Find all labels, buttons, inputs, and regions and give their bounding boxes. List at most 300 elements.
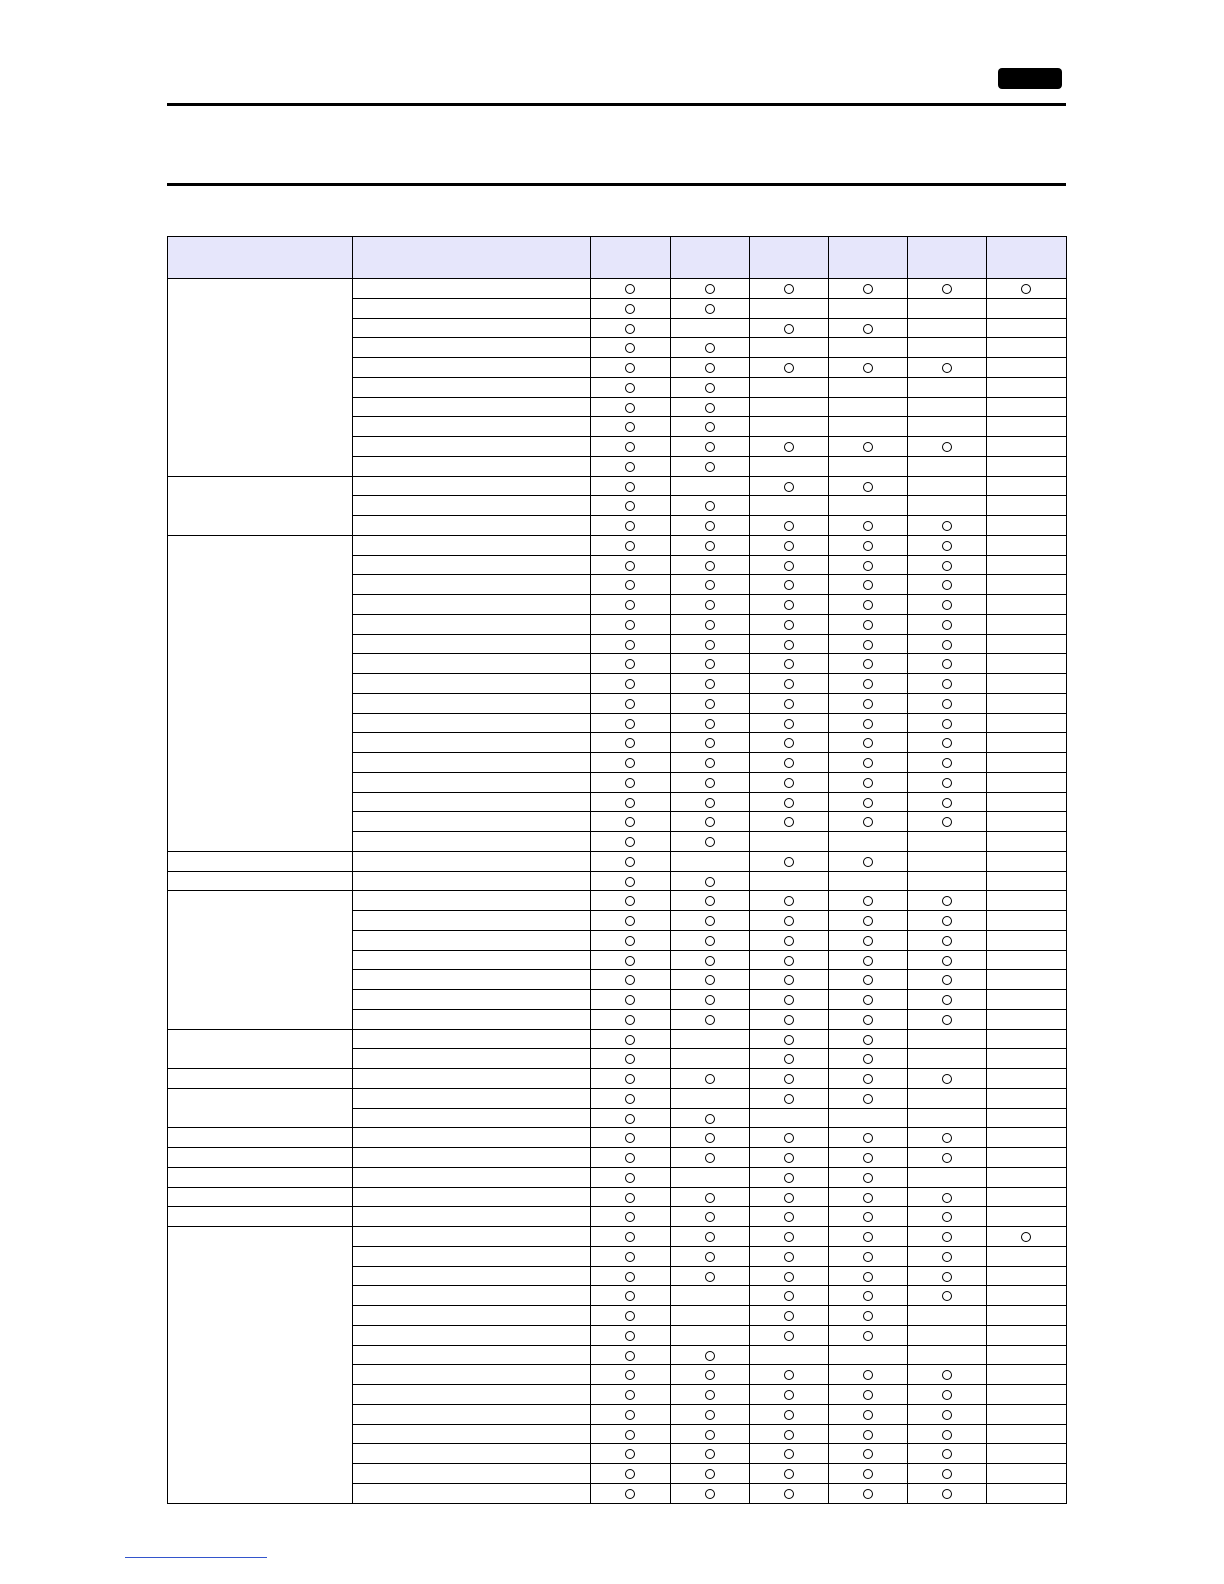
supported-circle-icon [863,1074,873,1084]
supported-circle-icon [625,1173,635,1183]
support-cell [986,1404,1066,1424]
support-cell [828,476,907,496]
supported-circle-icon [625,304,635,314]
supported-circle-icon [863,1430,873,1440]
support-cell [591,1009,670,1029]
support-cell [749,555,828,575]
item-cell [353,614,591,634]
support-cell [749,871,828,891]
support-cell [591,298,670,318]
support-cell [670,1246,749,1266]
support-cell [828,713,907,733]
support-cell [749,1069,828,1089]
supported-circle-icon [942,442,952,452]
supported-circle-icon [784,699,794,709]
support-cell [907,1444,986,1464]
supported-circle-icon [625,916,635,926]
support-cell [670,812,749,832]
support-cell [907,318,986,338]
support-cell [907,1286,986,1306]
support-cell [749,891,828,911]
column-header [749,237,828,279]
item-cell [353,377,591,397]
support-cell [591,911,670,931]
support-cell [828,377,907,397]
support-cell [670,1069,749,1089]
support-cell [986,1365,1066,1385]
item-cell [353,1444,591,1464]
supported-circle-icon [942,620,952,630]
support-cell [591,575,670,595]
supported-circle-icon [705,1074,715,1084]
supported-circle-icon [625,1272,635,1282]
support-cell [828,832,907,852]
supported-circle-icon [942,1252,952,1262]
supported-circle-icon [863,956,873,966]
supported-circle-icon [625,936,635,946]
support-cell [591,1088,670,1108]
support-cell [749,377,828,397]
support-cell [591,950,670,970]
supported-circle-icon [625,482,635,492]
support-cell [591,456,670,476]
support-cell [986,279,1066,299]
support-cell [986,1424,1066,1444]
table-row [168,891,1067,911]
support-cell [670,456,749,476]
item-cell [353,1088,591,1108]
supported-circle-icon [784,600,794,610]
support-cell [907,1088,986,1108]
support-cell [591,1345,670,1365]
supported-circle-icon [625,1015,635,1025]
supported-circle-icon [863,284,873,294]
support-cell [907,1325,986,1345]
supported-circle-icon [705,383,715,393]
support-cell [828,535,907,555]
support-cell [591,654,670,674]
supported-circle-icon [705,975,715,985]
item-cell [353,575,591,595]
support-cell [591,970,670,990]
support-cell [670,437,749,457]
supported-circle-icon [863,1212,873,1222]
supported-circle-icon [863,324,873,334]
supported-circle-icon [705,1272,715,1282]
supported-circle-icon [863,1410,873,1420]
supported-circle-icon [705,304,715,314]
support-cell [986,1246,1066,1266]
supported-circle-icon [942,640,952,650]
supported-circle-icon [625,995,635,1005]
support-cell [749,792,828,812]
support-cell [828,1385,907,1405]
supported-circle-icon [625,1193,635,1203]
support-cell [591,851,670,871]
supported-circle-icon [784,580,794,590]
supported-circle-icon [784,1410,794,1420]
support-cell [670,772,749,792]
supported-circle-icon [942,1015,952,1025]
support-cell [986,476,1066,496]
supported-circle-icon [784,1272,794,1282]
supported-circle-icon [625,363,635,373]
supported-circle-icon [863,1469,873,1479]
support-cell [986,832,1066,852]
supported-circle-icon [784,956,794,966]
support-cell [907,377,986,397]
support-cell [749,634,828,654]
table-header-row [168,237,1067,279]
supported-circle-icon [863,1015,873,1025]
support-cell [828,358,907,378]
item-cell [353,812,591,832]
supported-circle-icon [784,521,794,531]
support-cell [907,713,986,733]
support-cell [907,1049,986,1069]
item-cell [353,792,591,812]
support-cell [986,1444,1066,1464]
supported-circle-icon [942,798,952,808]
support-cell [591,476,670,496]
support-cell [828,298,907,318]
support-cell [986,456,1066,476]
supported-circle-icon [705,640,715,650]
support-cell [986,555,1066,575]
support-cell [591,516,670,536]
support-cell [591,1246,670,1266]
supported-circle-icon [705,422,715,432]
support-cell [907,812,986,832]
support-cell [907,634,986,654]
support-cell [670,1404,749,1424]
supported-circle-icon [784,561,794,571]
supported-circle-icon [863,1193,873,1203]
support-cell [907,1424,986,1444]
table-row [168,1167,1067,1187]
support-cell [986,891,1066,911]
supported-circle-icon [784,1074,794,1084]
supported-circle-icon [863,620,873,630]
supported-circle-icon [942,1232,952,1242]
supported-circle-icon [784,1054,794,1064]
support-cell [828,1365,907,1385]
support-cell [749,1207,828,1227]
support-cell [670,377,749,397]
support-cell [828,1207,907,1227]
supported-circle-icon [625,1291,635,1301]
supported-circle-icon [863,1311,873,1321]
support-cell [986,871,1066,891]
item-cell [353,1009,591,1029]
supported-circle-icon [784,1430,794,1440]
supported-circle-icon [784,1173,794,1183]
support-cell [907,1365,986,1385]
supported-circle-icon [784,541,794,551]
support-cell [907,1128,986,1148]
supported-circle-icon [705,916,715,926]
support-cell [907,1306,986,1326]
supported-circle-icon [705,877,715,887]
supported-circle-icon [942,817,952,827]
supported-circle-icon [784,1370,794,1380]
support-cell [828,1404,907,1424]
support-cell [670,535,749,555]
support-cell [749,614,828,634]
support-cell [907,733,986,753]
supported-circle-icon [942,995,952,1005]
supported-circle-icon [625,343,635,353]
support-cell [828,595,907,615]
support-cell [749,713,828,733]
column-header [353,237,591,279]
supported-circle-icon [705,1449,715,1459]
supported-circle-icon [705,837,715,847]
column-header [168,237,353,279]
support-cell [670,358,749,378]
support-cell [591,634,670,654]
supported-circle-icon [705,896,715,906]
support-cell [828,1464,907,1484]
item-cell [353,1049,591,1069]
support-cell [828,1444,907,1464]
support-cell [749,851,828,871]
supported-circle-icon [705,462,715,472]
supported-circle-icon [942,1390,952,1400]
support-cell [670,871,749,891]
support-cell [828,1325,907,1345]
supported-circle-icon [705,521,715,531]
support-cell [907,279,986,299]
support-cell [986,1108,1066,1128]
support-cell [670,1483,749,1503]
supported-circle-icon [784,324,794,334]
supported-circle-icon [705,719,715,729]
table-row [168,871,1067,891]
support-cell [749,1227,828,1247]
supported-circle-icon [705,620,715,630]
support-cell [986,437,1066,457]
supported-circle-icon [942,1489,952,1499]
item-cell [353,1167,591,1187]
supported-circle-icon [625,541,635,551]
table-row [168,1227,1067,1247]
supported-circle-icon [625,580,635,590]
support-cell [591,1266,670,1286]
support-cell [828,1128,907,1148]
support-cell [828,1148,907,1168]
header-rule [167,103,1066,106]
support-cell [986,674,1066,694]
support-cell [907,792,986,812]
supported-circle-icon [705,343,715,353]
support-cell [591,358,670,378]
support-cell [907,1464,986,1484]
supported-circle-icon [942,975,952,985]
support-cell [749,654,828,674]
support-cell [591,496,670,516]
support-cell [749,338,828,358]
supported-circle-icon [784,1311,794,1321]
supported-circle-icon [863,1094,873,1104]
support-cell [670,970,749,990]
support-cell [591,555,670,575]
support-cell [670,950,749,970]
support-cell [986,713,1066,733]
item-cell [353,891,591,911]
support-cell [828,990,907,1010]
support-cell [591,417,670,437]
item-cell [353,1424,591,1444]
group-cell [168,1227,353,1504]
support-cell [749,1385,828,1405]
supported-circle-icon [625,1331,635,1341]
support-cell [670,930,749,950]
supported-circle-icon [863,442,873,452]
support-cell [591,713,670,733]
supported-circle-icon [784,1469,794,1479]
item-cell [353,753,591,773]
support-cell [907,1069,986,1089]
support-cell [591,1483,670,1503]
item-cell [353,1306,591,1326]
support-cell [907,298,986,318]
support-cell [907,950,986,970]
supported-circle-icon [784,1291,794,1301]
support-cell [749,1029,828,1049]
support-cell [591,1029,670,1049]
supported-circle-icon [705,1212,715,1222]
supported-circle-icon [625,422,635,432]
support-cell [749,1483,828,1503]
support-cell [591,1128,670,1148]
item-cell [353,496,591,516]
item-cell [353,358,591,378]
supported-circle-icon [863,1370,873,1380]
support-cell [986,1049,1066,1069]
support-cell [670,1444,749,1464]
supported-circle-icon [863,561,873,571]
item-cell [353,911,591,931]
supported-circle-icon [625,956,635,966]
supported-circle-icon [705,1015,715,1025]
table-row [168,476,1067,496]
support-cell [907,871,986,891]
support-cell [670,555,749,575]
support-cell [670,713,749,733]
supported-circle-icon [863,1232,873,1242]
support-cell [670,693,749,713]
support-cell [591,832,670,852]
support-cell [986,338,1066,358]
support-cell [749,1404,828,1424]
support-cell [907,674,986,694]
support-cell [591,1148,670,1168]
support-cell [591,1049,670,1069]
supported-circle-icon [705,679,715,689]
support-cell [591,674,670,694]
support-cell [670,753,749,773]
supported-circle-icon [705,995,715,1005]
supported-circle-icon [625,1035,635,1045]
support-cell [670,1167,749,1187]
support-cell [670,338,749,358]
item-cell [353,713,591,733]
support-cell [670,1266,749,1286]
support-cell [907,832,986,852]
support-cell [591,397,670,417]
support-cell [828,812,907,832]
supported-circle-icon [942,1410,952,1420]
column-header [670,237,749,279]
group-cell [168,1088,353,1128]
support-cell [907,1108,986,1128]
supported-circle-icon [625,857,635,867]
support-cell [670,318,749,338]
supported-circle-icon [863,1035,873,1045]
supported-circle-icon [942,521,952,531]
support-cell [907,1029,986,1049]
support-cell [986,1128,1066,1148]
support-cell [670,911,749,931]
support-cell [749,437,828,457]
item-cell [353,1148,591,1168]
support-cell [749,1049,828,1069]
supported-circle-icon [863,1489,873,1499]
group-cell [168,1167,353,1187]
item-cell [353,1325,591,1345]
support-cell [749,950,828,970]
support-cell [828,437,907,457]
support-cell [749,417,828,437]
support-cell [749,1167,828,1187]
supported-circle-icon [705,403,715,413]
footer-link[interactable] [125,1557,267,1558]
support-cell [986,733,1066,753]
support-cell [986,417,1066,437]
supported-circle-icon [625,738,635,748]
support-cell [986,950,1066,970]
support-cell [828,279,907,299]
item-cell [353,851,591,871]
supported-circle-icon [784,1094,794,1104]
support-cell [591,1325,670,1345]
supported-circle-icon [705,541,715,551]
supported-circle-icon [784,679,794,689]
supported-circle-icon [784,857,794,867]
support-cell [907,1227,986,1247]
supported-circle-icon [705,561,715,571]
supported-circle-icon [625,1252,635,1262]
item-cell [353,535,591,555]
support-cell [670,516,749,536]
supported-circle-icon [625,896,635,906]
support-cell [986,851,1066,871]
support-cell [749,1286,828,1306]
support-cell [591,1108,670,1128]
support-cell [986,1029,1066,1049]
supported-circle-icon [784,1133,794,1143]
support-cell [907,575,986,595]
support-cell [749,812,828,832]
support-cell [670,476,749,496]
supported-circle-icon [942,1074,952,1084]
support-cell [749,832,828,852]
supported-circle-icon [784,659,794,669]
supported-circle-icon [942,561,952,571]
support-cell [670,1365,749,1385]
supported-circle-icon [625,1430,635,1440]
